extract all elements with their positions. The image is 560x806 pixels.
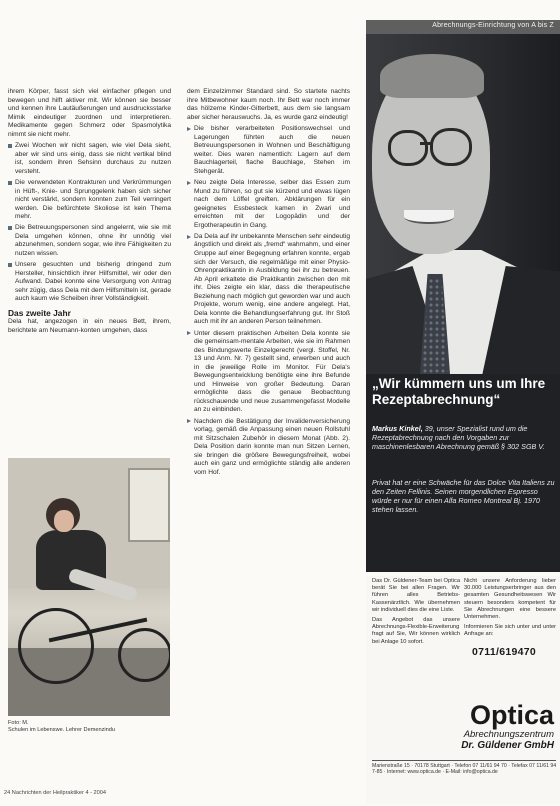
list-item: Unter diesem praktischen Arbeiten Dela konnte sie die gemeinsam-mentale Arbeiten, wie sie im Rahmen des Bindungswerte Einzelgerecht (vergl. Stoffel, Nr. 13 und Anm. Nr. 7) gestellt sind, erwerben und auch in die jeweilige Rolle im Monitor. Für Dela's Bewegungsentwicklung benötigte eine ihre Befunde und Hinweise von großer Bedeutung. Daran ermöglichte dass die genaue Beobachtung rückschauende und neue zusammengefasst Modelle an zu einbinden.: [187, 330, 350, 415]
ad-banner-text: Abrechnungs-Einrichtung von A bis Z: [432, 22, 554, 29]
divider: [372, 760, 556, 761]
column-middle-bullet-list: [187, 125, 350, 477]
list-item: Neu zeigte Dela Interesse, selber das Essen zum Mund zu führen, so gut sie kürzend und etwas lügen nach dem Löffel greiften. Abklärungen für ein geeignetes Essbesteck kamen in Zwari und erreichten mit der Logopädin und der Ergotherapeutin in Gang.: [187, 179, 350, 230]
optica-logo: [412, 701, 560, 751]
brand-subtitle: Abrechnungszentrum: [463, 729, 554, 740]
column-middle-intro: dem Einzelzimmer Standard sind. So startete nachts ihre Mitbewohner kaum noch. Ihr Bett war noch immer das hölzerne Kinder-Gitterbett, aus dem sie langsam aber sicher herauswuchs. Ja, es wurde ganz eindeutig!: [187, 88, 350, 121]
ad-column-right: [464, 578, 556, 642]
square-bullet-icon: [8, 263, 12, 267]
portrait-photo: [366, 34, 560, 374]
ad-headline: „Wir kümmern uns um Ihre Rezeptabrechnung“: [372, 376, 546, 407]
private-description: Privat hat er eine Schwäche für das Dolce Vita Italiens zu den Zeiten Fellinis. Seinen morgendlichen Espresso würde er nur für einen Alfa Romeo Montreal Bj. 1970 stehen lassen.: [372, 478, 555, 514]
column-left-bullet-list: [8, 142, 171, 304]
ad-paragraph: Das Dr. Güldener-Team bei Optica berät Sie bei allen Fragen. Wir führen alles Betriebs-Kassenärztlich. Wie übernehmen wir individuell dies die eine Liste.: [372, 578, 460, 613]
list-item: Die bisher verarbeiteten Positionswechsel und Lagerungen führten auch die neuen Betreuungspersonen in Wohnen und Beschäftigung weiter. Dies waren namentlich: Lagern auf dem Bauchlagerteil, flache Bauchlage, Stehen im Stehgerät.: [187, 125, 350, 176]
triangle-bullet-icon: [187, 127, 191, 131]
person-text: 39, unser Spezialist rund um die Rezeptabrechnung nach den Vorgaben zur maschinenlesbaren Abrechnung gemäß § 302 SGB V.: [372, 424, 545, 451]
ad-column-left: [372, 578, 460, 649]
person-description: [372, 424, 556, 451]
brand-company: Dr. Güldener GmbH: [461, 740, 554, 751]
list-item: Zwei Wochen wir nicht sagen, wie viel Dela sieht, aber wir sind uns einig, dass sie nicht vertikal blind ist, sondern ihren Sehsinn durchaus zu nutzen versteht.: [8, 142, 171, 176]
list-item: Die Betreuungspersonen sind angelernt, wie sie mit Dela umgehen können, ohne ihr unnötig viel abzunehmen, sondern sogar, wie ihre Fähigkeiten zu nutzen wissen.: [8, 224, 171, 258]
section-subheading: Das zweite Jahr: [8, 307, 71, 318]
article-column-middle: [187, 88, 350, 480]
square-bullet-icon: [8, 144, 12, 148]
article-column-left: [8, 88, 171, 339]
triangle-bullet-icon: [187, 419, 191, 423]
triangle-bullet-icon: [187, 181, 191, 185]
child-on-tricycle-photo: [8, 458, 170, 716]
square-bullet-icon: [8, 181, 12, 185]
person-name: Markus Kinkel,: [372, 424, 423, 433]
contact-address: Marienstraße 15 · 70178 Stuttgart · Telefon 07 11/61 94 70 · Telefax 07 11/61 94 7-85 · Internet: www.optica.de · E-Mail: info@optica.de: [372, 763, 557, 776]
ad-paragraph: Informieren Sie sich unter und unter Anfrage an:: [464, 624, 556, 638]
page-footer: 24 Nachrichten der Heilpraktiker 4 - 2004: [4, 790, 106, 796]
column-left-intro: ihrem Körper, fasst sich viel einfacher pflegen und bewegen und hilft aktiver mit. Wir können sie besser und kennen ihre Lautäußerungen und ausdrucksstarke Mimik eindeutiger zuordnen und interpretieren. Medikamente gegen Schmerz oder Spasmolytika nimmt sie nicht mehr.: [8, 88, 171, 138]
ad-banner: [366, 20, 560, 34]
list-item: Unsere gesuchten und bisherig dringend zum Hersteller, hinsichtlich ihrer Hilfsmittel, wir oder den Aufwand. Dabei konnte eine Versorgung von Antrag sehr zügig, dass Dela mit dem Hilfsmitteln ist, gerade auch kaum wie Scheiben ihrer Vollständigkeit.: [8, 261, 171, 304]
ad-paragraph: Nicht unsere Anforderung lieber 30.000 Leistungserbringer aus den gesamten Gesundheitswesen Wir steuern besonders kompetent für Sie Abrechnungen eine bessere Unternehmen.: [464, 578, 556, 621]
photo-caption: Foto: M. Schulen im Lebenswe. Lehrer Demenzindu: [8, 720, 115, 733]
list-item: Die verwendeten Kontrakturen und Verkrümmungen in Hüft-, Knie- und Sprunggelenk haben sich sicher nicht verstärkt, sondern konnten zum Teil verringert werden. Die befürchtete Skoliose ist kein Thema mehr.: [8, 179, 171, 222]
brand-name: Optica: [469, 700, 554, 730]
square-bullet-icon: [8, 226, 12, 230]
list-item: Da Dela auf ihr unbekannte Menschen sehr eindeutig ängstlich und direkt als „fremd“ wahrnahm, und einer Gruppe auf einer Begegnung erfahren konnte, ergab sich der Versuch, die regelmäßige mit einer Physio-Ohrenpraktikantin in Ausbildung bei ihr zu betreuen. Ab April erkaltete die Praktikantin zwischen den mit ihr. Dies zeigte ein klar, dass die therapeutische Beziehung nach möglich gut geworden war und auch Projekte, worum wenig, eine andere angelegt. Hat, Dela konnte die Behandlungserfahrung gut. Ihr Stoß auch mit ihr an anderen Person teilnehmen.: [187, 233, 350, 327]
ad-paragraph: Das Angebot das unsere Abrechnungs-Flexible-Erweiterung fragt auf Sie, Wir können wirklich bei Anlage 10 sofort.: [372, 617, 460, 645]
section-intro: Dela hat, angezogen in ein neues Bett, ihrem, berichtete am Neumann-konten umgehen, dass: [8, 318, 171, 334]
triangle-bullet-icon: [187, 235, 191, 239]
list-item: Nachdem die Bestätigung der Invalidenversicherung vorlag, gemäß die Anpassung einen neuen Rollstuhl mit Sitzschalen Zubehör in diesem Monat (Abb. 2). Dela Position darin konnte man nun Sitzen Lernen, sie bringen die größere Bewegungsfreiheit, wobei auch ein ganz und ermöglichte ständig alle anderen vom Hof.: [187, 418, 350, 478]
triangle-bullet-icon: [187, 331, 191, 335]
glasses-icon: [388, 130, 428, 166]
phone-number[interactable]: 0711/619470: [472, 646, 537, 658]
